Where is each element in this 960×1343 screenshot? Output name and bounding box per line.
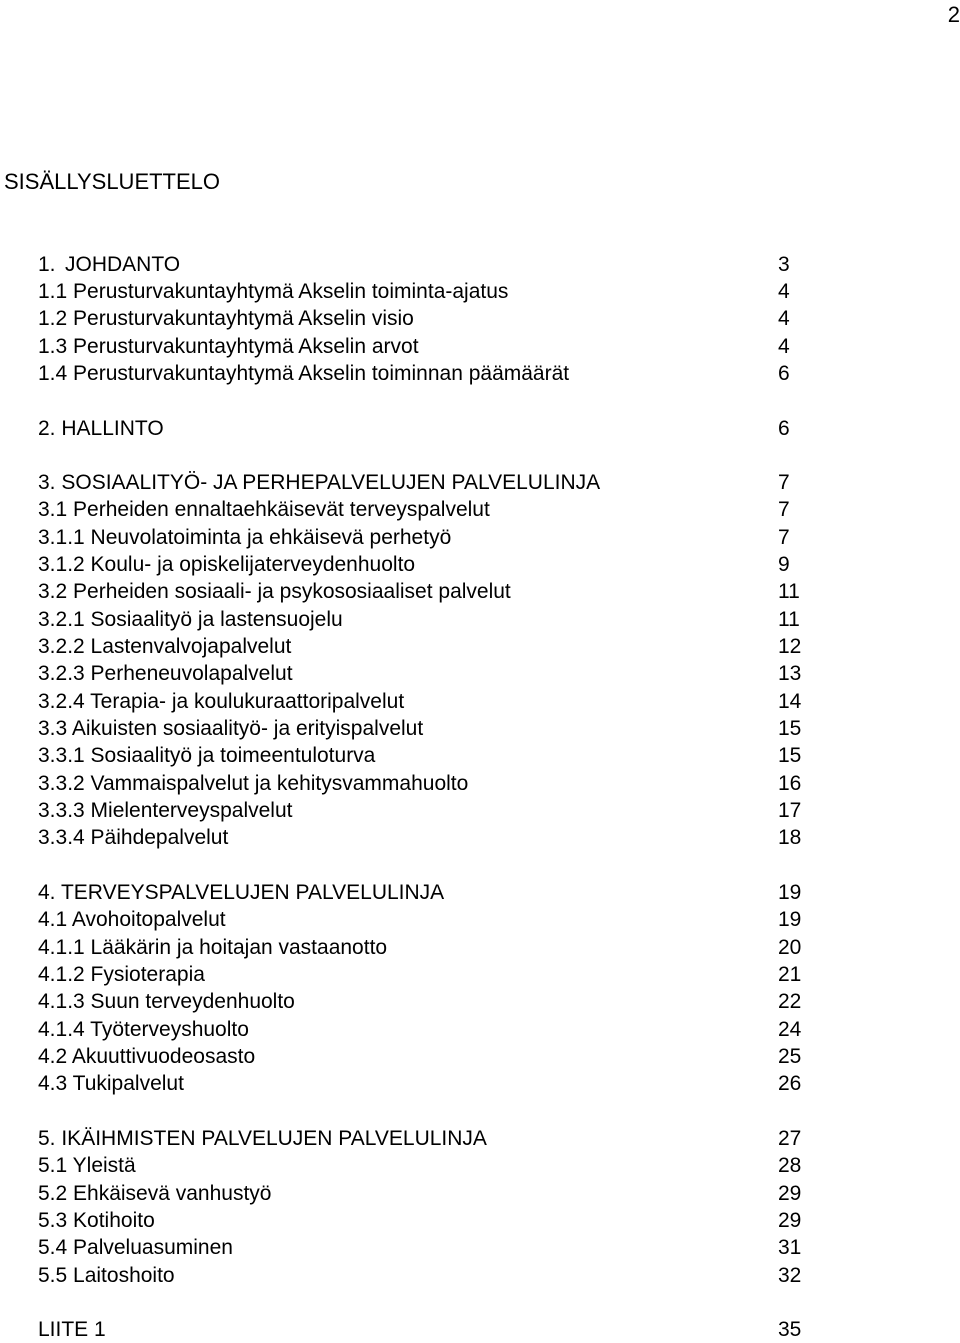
toc-entry-1: [38, 251, 808, 278]
toc-entry-label: 3.2.3 Perheneuvolapalvelut: [38, 662, 293, 685]
toc-entry-page: 32: [778, 1264, 802, 1287]
toc-entry-page: 35: [778, 1318, 802, 1341]
toc-entry-page: 3: [778, 253, 790, 276]
toc-entry-label: 1.3 Perusturvakuntayhtymä Akselin arvot: [38, 335, 419, 358]
toc-entry-label: 3.3.2 Vammaispalvelut ja kehitysvammahuolto: [38, 772, 469, 795]
toc-entry-page: 29: [778, 1209, 802, 1232]
toc-entry-label: LIITE 1: [38, 1318, 106, 1341]
toc-entry-label: 3.3.1 Sosiaalityö ja toimeentuloturva: [38, 744, 376, 767]
toc-entry-number: 1.: [38, 253, 56, 276]
toc-entry-5-4: [38, 1234, 808, 1261]
toc-entry-5: [38, 1125, 808, 1152]
toc-entry-5-5: [38, 1262, 808, 1289]
toc-entry-page: 4: [778, 280, 790, 303]
toc-entry-page: 20: [778, 936, 802, 959]
toc-entry-1-4: [38, 360, 808, 387]
toc-entry-page: 19: [778, 881, 802, 904]
toc-entry-page: 18: [778, 826, 802, 849]
toc-entry-page: 15: [778, 744, 802, 767]
toc-entry-label: 3.2.1 Sosiaalityö ja lastensuojelu: [38, 608, 343, 631]
toc-entry-label: 3.3.4 Päihdepalvelut: [38, 826, 229, 849]
toc-entry-page: 26: [778, 1072, 802, 1095]
toc-entry-label: 5.1 Yleistä: [38, 1154, 136, 1177]
toc-entry-4-1-2: [38, 961, 808, 988]
toc-entry-label: 5.5 Laitoshoito: [38, 1264, 175, 1287]
toc-entry-page: 29: [778, 1182, 802, 1205]
toc-entry-page: 6: [778, 362, 790, 385]
toc-entry-3-2: [38, 578, 808, 605]
toc-entry-label: 2. HALLINTO: [38, 417, 164, 440]
toc-entry-page: 9: [778, 553, 790, 576]
toc-entry-4-2: [38, 1043, 808, 1070]
toc-entry-page: 7: [778, 526, 790, 549]
toc-entry-3-1: [38, 496, 808, 523]
toc-entry-page: 7: [778, 498, 790, 521]
toc-entry-page: 11: [778, 608, 800, 631]
toc-entry-page: 14: [778, 690, 802, 713]
toc-entry-page: 22: [778, 990, 802, 1013]
toc-entry-label: 5.2 Ehkäisevä vanhustyö: [38, 1182, 272, 1205]
toc-entry-appendix-1: [38, 1316, 808, 1343]
toc-entry-4-1-1: [38, 934, 808, 961]
toc-entry-3-3-1: [38, 742, 808, 769]
toc-entry-page: 7: [778, 471, 790, 494]
toc-entry-page: 24: [778, 1018, 802, 1041]
toc-entry-label: 3.3.3 Mielenterveyspalvelut: [38, 799, 293, 822]
toc-entry-2: [38, 415, 808, 442]
toc-entry-label: 3.1.2 Koulu- ja opiskelijaterveydenhuolto: [38, 553, 416, 576]
toc-entry-label: 5.4 Palveluasuminen: [38, 1236, 233, 1259]
toc-entry-4: [38, 879, 808, 906]
toc-entry-3-1-1: [38, 524, 808, 551]
toc-entry-label: 1.2 Perusturvakuntayhtymä Akselin visio: [38, 307, 414, 330]
toc-entry-label: 3.2.2 Lastenvalvojapalvelut: [38, 635, 292, 658]
toc-entry-label: 3.2.4 Terapia- ja koulukuraattoripalvelut: [38, 690, 405, 713]
toc-entry-label: 3.3 Aikuisten sosiaalityö- ja erityispalvelut: [38, 717, 424, 740]
toc-entry-page: 4: [778, 335, 790, 358]
toc-entry-label: 1.4 Perusturvakuntayhtymä Akselin toiminnan päämäärät: [38, 362, 570, 385]
toc-entry-page: 25: [778, 1045, 802, 1068]
toc-entry-label: 4.2 Akuuttivuodeosasto: [38, 1045, 256, 1068]
toc-entry-3-1-2: [38, 551, 808, 578]
toc-entry-5-2: [38, 1180, 808, 1207]
toc-entry-label: 3.1 Perheiden ennaltaehkäisevät terveyspalvelut: [38, 498, 490, 521]
toc-entry-label: 4.1.4 Työterveyshuolto: [38, 1018, 249, 1041]
toc-entry-4-1-4: [38, 1016, 808, 1043]
toc-entry-page: 16: [778, 772, 802, 795]
toc-entry-page: 27: [778, 1127, 802, 1150]
toc-entry-page: 12: [778, 635, 802, 658]
toc-entry-1-2: [38, 305, 808, 332]
toc-entry-label: 1.1 Perusturvakuntayhtymä Akselin toiminta-ajatus: [38, 280, 509, 303]
toc-entry-3-2-2: [38, 633, 808, 660]
document-title: SISÄLLYSLUETTELO: [4, 169, 221, 194]
toc-entry-3-2-4: [38, 688, 808, 715]
toc-entry-1-1: [38, 278, 808, 305]
toc-entry-3-3-4: [38, 824, 808, 851]
toc-entry-4-1-3: [38, 988, 808, 1015]
toc-entry-page: 15: [778, 717, 802, 740]
toc-entry-3-2-3: [38, 660, 808, 687]
toc-entry-label: 3. SOSIAALITYÖ- JA PERHEPALVELUJEN PALVELULINJA: [38, 471, 601, 494]
toc-entry-label: 4.1.1 Lääkärin ja hoitajan vastaanotto: [38, 936, 388, 959]
toc-entry-3-3-2: [38, 770, 808, 797]
toc-entry-label: 3.2 Perheiden sosiaali- ja psykososiaaliset palvelut: [38, 580, 511, 603]
toc-entry-3-3-3: [38, 797, 808, 824]
toc-entry-label: 3.1.1 Neuvolatoiminta ja ehkäisevä perhetyö: [38, 526, 452, 549]
toc-entry-1-3: [38, 333, 808, 360]
toc-entry-5-3: [38, 1207, 808, 1234]
toc-entry-5-1: [38, 1152, 808, 1179]
toc-entry-3-3: [38, 715, 808, 742]
toc-entry-label: JOHDANTO: [65, 253, 181, 276]
toc-entry-page: 31: [778, 1236, 802, 1259]
toc-entry-page: 21: [778, 963, 802, 986]
toc-entry-label: 5. IKÄIHMISTEN PALVELUJEN PALVELULINJA: [38, 1127, 487, 1150]
toc-entry-label: 4.1.2 Fysioterapia: [38, 963, 205, 986]
toc-entry-label: 4.3 Tukipalvelut: [38, 1072, 184, 1095]
toc-entry-page: 13: [778, 662, 802, 685]
toc-entry-page: 4: [778, 307, 790, 330]
toc-entry-page: 6: [778, 417, 790, 440]
toc-entry-page: 19: [778, 908, 802, 931]
toc-entry-page: 17: [778, 799, 802, 822]
toc-entry-4-3: [38, 1070, 808, 1097]
toc-entry-label: 4.1.3 Suun terveydenhuolto: [38, 990, 295, 1013]
toc-entry-label: 4. TERVEYSPALVELUJEN PALVELULINJA: [38, 881, 445, 904]
toc-entry-page: 28: [778, 1154, 802, 1177]
toc-entry-page: 11: [778, 580, 800, 603]
toc-entry-4-1: [38, 906, 808, 933]
toc-entry-label: 4.1 Avohoitopalvelut: [38, 908, 226, 931]
toc-entry-label: 5.3 Kotihoito: [38, 1209, 155, 1232]
toc-entry-3: [38, 469, 808, 496]
toc-entry-3-2-1: [38, 606, 808, 633]
page-number: 2: [947, 2, 960, 27]
